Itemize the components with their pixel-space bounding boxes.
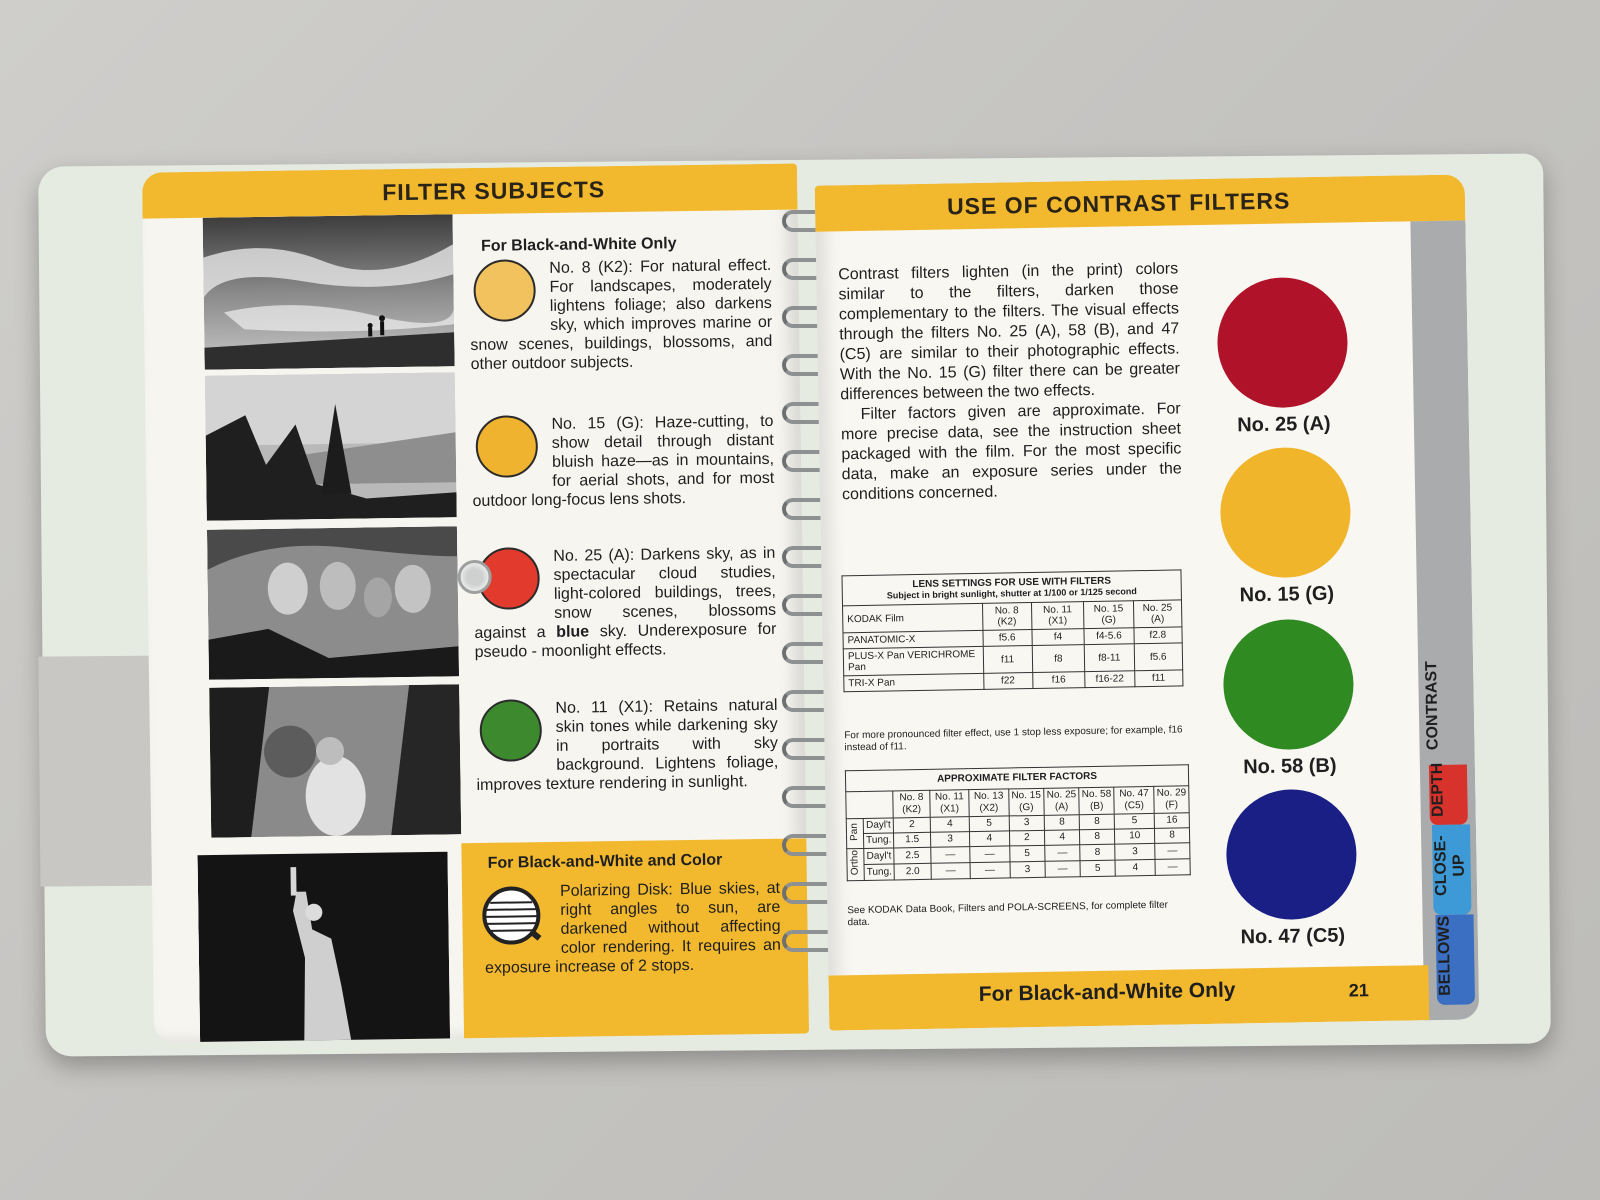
g-filter-swatch-icon (475, 415, 538, 478)
filter-entry-text: No. 8 (K2): For natural effect. For landscapes, moderately lightens foliage; also darkens sky, which improves marine or snow scenes, buildings, blossoms, and other outdoor subjects. (470, 256, 773, 374)
film-name: PANATOMIC-X (843, 630, 983, 648)
filter-entry-text: No. 25 (A): Darkens sky, as in spectacular cloud studies, light-colored buildings, trees, snow scenes, blossoms against a blue sky. Underexposure for pseudo - moonlight effects. (474, 544, 777, 662)
tab-depth[interactable]: DEPTH (1429, 764, 1468, 825)
factor-value: 4 (1115, 859, 1155, 876)
lens-value: f8 (1032, 645, 1085, 673)
polarizing-text: Polarizing Disk: Blue skies, at right angles to sun, are darkened without affecting color rendering. It requires an exposure increase of 2 stops. (484, 879, 781, 977)
swatch-label: No. 25 (A) (1237, 412, 1331, 437)
filter-entry-a (473, 544, 777, 662)
filter-entry-x1 (475, 696, 778, 795)
factor-value: 3 (930, 832, 969, 848)
lens-value: f4-5.6 (1084, 628, 1134, 645)
k2-filter-swatch-icon (473, 259, 536, 322)
factor-value: 4 (970, 831, 1010, 847)
lens-value: f4 (1032, 629, 1085, 646)
contrast-intro (838, 259, 1182, 505)
factor-header: No. 15 (G) (1008, 788, 1044, 816)
light-label: Dayl't (863, 818, 893, 834)
lens-value: f22 (983, 673, 1032, 690)
bw-and-color-box (461, 838, 809, 1042)
swatch-label: No. 58 (B) (1243, 754, 1337, 779)
right-page-title: USE OF CONTRAST FILTERS (946, 187, 1291, 220)
lens-header: No. 11 (X1) (1031, 602, 1084, 630)
filter-entry-text: No. 15 (G): Haze-cutting, to show detail through distant bluish haze—as in mountains, for aerial shots, and for most outdoor long-focus lens shots. (472, 412, 775, 511)
lens-value: f8-11 (1084, 644, 1134, 672)
lens-header-film: KODAK Film (843, 603, 983, 632)
factor-value: — (1155, 859, 1190, 876)
lens-value: f11 (1134, 670, 1183, 687)
factor-value: — (1155, 843, 1190, 860)
factor-header: No. 13 (X2) (969, 789, 1009, 817)
factor-value: 2.5 (894, 847, 931, 864)
lens-value: f5.6 (983, 630, 1032, 647)
photo-sky-figures (203, 214, 455, 369)
factor-header: No. 11 (X1) (930, 790, 970, 818)
factor-value: 5 (969, 816, 1009, 832)
factor-value: — (970, 862, 1010, 879)
factor-header: No. 29 (F) (1154, 786, 1189, 814)
lens-settings-table (841, 569, 1183, 692)
lens-table-title: LENS SETTINGS FOR USE WITH FILTERS (912, 575, 1112, 591)
film-name: TRI-X Pan (844, 673, 984, 691)
lens-value: f2.8 (1134, 627, 1183, 644)
lens-header: No. 8 (K2) (982, 603, 1031, 631)
bw-only-heading: For Black-and-White Only (480, 235, 677, 255)
filter-entry-k2 (469, 256, 773, 374)
factor-value: 5 (1009, 845, 1045, 862)
factor-value: 16 (1154, 813, 1189, 829)
page-number: 21 (1348, 980, 1370, 1001)
factor-value: — (931, 847, 970, 864)
factor-value: — (970, 846, 1010, 863)
factor-value: 8 (1044, 815, 1079, 831)
polarizing-disk-icon (480, 884, 543, 947)
factor-value: 3 (1009, 815, 1045, 831)
factor-value: 5 (1114, 813, 1154, 829)
tab-contrast[interactable]: CONTRAST (1423, 654, 1465, 765)
factor-value: 8 (1080, 829, 1115, 845)
intro-paragraph-1: Contrast filters lighten (in the print) colors similar to the filters, darken those complementary to the filters. The visual effects through the filters No. 25 (A), 58 (B), and 47 (C5) are similar to their photographic effects. With the No. 15 (G) filter there can be greater differences between the two effects. (838, 260, 1181, 404)
factor-value: 4 (1045, 830, 1080, 846)
swatch-label: No. 15 (G) (1239, 582, 1335, 607)
factor-value: 4 (930, 817, 969, 833)
factor-value: 2 (893, 817, 930, 833)
intro-paragraph-2: Filter factors given are approximate. For more precise data, see the instruction sheet packaged with the film. For the most specific data, make an exposure series under the conditions concerned. (840, 400, 1182, 504)
light-label: Tung. (863, 833, 893, 849)
factor-value: 2 (1009, 830, 1045, 846)
filter-entry-text: No. 11 (X1): Retains natural skin tones while darkening sky in portraits with sky background. Lightens foliage, improves texture rendering in sunlight. (476, 696, 779, 795)
lens-header: No. 15 (G) (1084, 601, 1134, 629)
photo-woman-ball (209, 684, 461, 837)
lens-value: f16 (1032, 672, 1085, 689)
left-page-title: FILTER SUBJECTS (382, 176, 606, 206)
tab-close-up[interactable]: CLOSE-UP (1432, 824, 1472, 915)
factor-value: 8 (1155, 828, 1190, 844)
factor-value: 8 (1079, 814, 1114, 830)
group-label: Ortho (849, 850, 861, 876)
left-page (142, 163, 809, 1042)
filter-swatch-25a (1216, 276, 1348, 408)
filter-swatch-58b (1222, 618, 1354, 750)
factor-value: 3 (1115, 843, 1155, 860)
bw-color-heading: For Black-and-White and Color (487, 851, 723, 872)
factor-value: 5 (1080, 860, 1115, 877)
lens-table-subtitle: Subject in bright sunlight, shutter at 1/100 or 1/125 second (886, 586, 1137, 601)
factor-value: 2.0 (894, 863, 931, 880)
factor-header: No. 8 (K2) (893, 790, 930, 818)
factor-value: 8 (1080, 844, 1115, 861)
factor-table-note: See KODAK Data Book, Filters and POLA-SCREENS, for complete filter data. (847, 899, 1169, 929)
photo-statue-of-liberty (197, 846, 464, 1042)
factor-value: — (1045, 845, 1080, 862)
tab-bellows[interactable]: BELLOWS (1435, 914, 1475, 1005)
factor-value: 3 (1010, 861, 1046, 878)
photo-mount-rushmore (207, 526, 459, 679)
filter-factors-table (845, 764, 1191, 881)
factor-value: — (931, 863, 970, 880)
right-footer-label: For Black-and-White Only (978, 978, 1236, 1006)
lens-value: f16-22 (1085, 671, 1135, 688)
factor-value: 1.5 (894, 832, 931, 848)
lens-header: No. 25 (A) (1133, 600, 1182, 628)
factor-value: — (1045, 861, 1080, 878)
lens-table-note: For more pronounced filter effect, use 1 stop less exposure; for example, f16 instead of f11. (844, 724, 1183, 754)
light-label: Tung. (864, 864, 894, 881)
film-name: PLUS-X Pan VERICHROME Pan (843, 646, 983, 675)
lens-value: f11 (983, 646, 1032, 674)
factor-table-title: APPROXIMATE FILTER FACTORS (845, 765, 1188, 792)
right-page (815, 174, 1480, 1030)
swatch-label: No. 47 (C5) (1240, 924, 1346, 949)
photo-pine-mountains (205, 372, 457, 520)
filter-entry-g (471, 412, 774, 511)
factor-header-blank (846, 791, 894, 819)
lens-value: f5.6 (1134, 643, 1183, 671)
filter-swatch-15g (1219, 446, 1351, 578)
light-label: Dayl't (864, 848, 894, 865)
factor-header: No. 25 (A) (1044, 788, 1080, 816)
factor-header: No. 58 (B) (1079, 787, 1115, 815)
x1-filter-swatch-icon (479, 699, 542, 762)
filter-swatch-47c5 (1225, 788, 1357, 920)
factor-header: No. 47 (C5) (1114, 786, 1154, 814)
factor-value: 10 (1115, 828, 1155, 844)
group-label: Pan (848, 822, 861, 841)
